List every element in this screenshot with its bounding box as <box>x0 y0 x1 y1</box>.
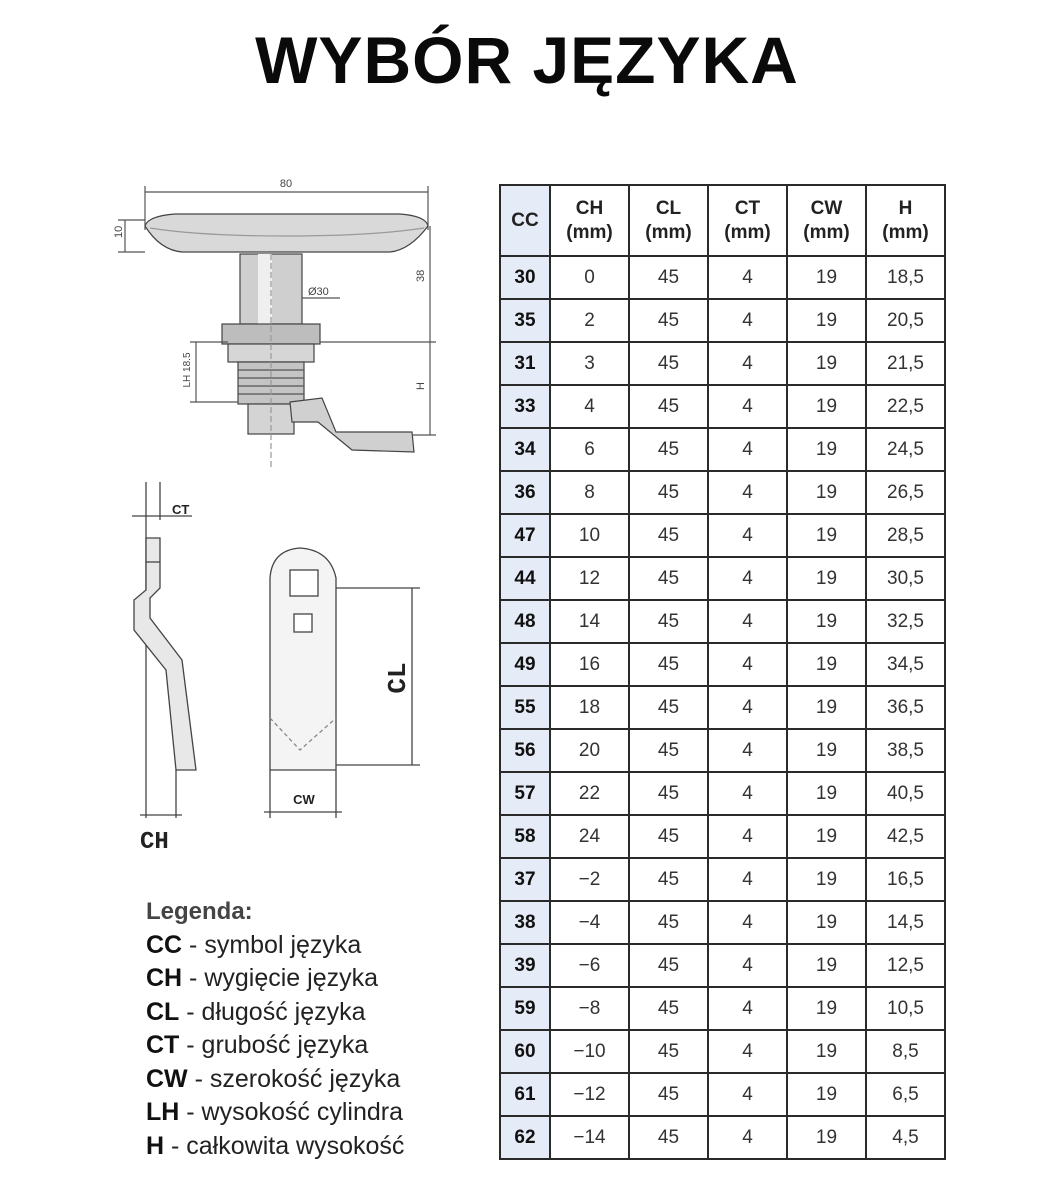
table-cell: −2 <box>550 858 629 901</box>
table-cell: 10,5 <box>866 987 945 1030</box>
table-cell: 4 <box>708 385 787 428</box>
table-cell: 30 <box>500 256 550 299</box>
table-cell: 58 <box>500 815 550 858</box>
table-cell: 36,5 <box>866 686 945 729</box>
dim-cl-label: CL <box>383 662 413 694</box>
table-cell: 18 <box>550 686 629 729</box>
table-cell: 19 <box>787 1030 866 1073</box>
dim-cw-label: CW <box>293 792 315 807</box>
table-cell: 28,5 <box>866 514 945 557</box>
table-cell: 45 <box>629 643 708 686</box>
table-cell: 38 <box>500 901 550 944</box>
table-row <box>500 299 945 342</box>
legend-item: CW - szerokość języka <box>146 1064 401 1093</box>
table-cell: 48 <box>500 600 550 643</box>
table-row <box>500 815 945 858</box>
table-body <box>500 256 945 1159</box>
table-cell: 4 <box>708 643 787 686</box>
table-row <box>500 686 945 729</box>
table-cell: 20 <box>550 729 629 772</box>
table-cell: −4 <box>550 901 629 944</box>
table-row <box>500 1116 945 1159</box>
table-cell: 59 <box>500 987 550 1030</box>
table-cell: 19 <box>787 385 866 428</box>
table-cell: 31 <box>500 342 550 385</box>
table-cell: 6,5 <box>866 1073 945 1116</box>
dim-diameter-label: Ø30 <box>308 286 329 298</box>
table-cell: 62 <box>500 1116 550 1159</box>
table-cell: 14 <box>550 600 629 643</box>
table-cell: 2 <box>550 299 629 342</box>
table-cell: 45 <box>629 471 708 514</box>
dim-height-label: 38 <box>415 269 427 282</box>
table-cell: 47 <box>500 514 550 557</box>
legend-item: LH - wysokość cylindra <box>146 1098 403 1126</box>
table-cell: 40,5 <box>866 772 945 815</box>
header-h: H (mm) <box>866 185 945 256</box>
table-cell: 34,5 <box>866 643 945 686</box>
table-row <box>500 514 945 557</box>
table-cell: 4 <box>708 428 787 471</box>
table-row <box>500 1030 945 1073</box>
table-cell: 19 <box>787 729 866 772</box>
table-row <box>500 901 945 944</box>
table-cell: 45 <box>629 815 708 858</box>
table-cell: 12,5 <box>866 944 945 987</box>
table-cell: 19 <box>787 600 866 643</box>
table-cell: 4 <box>550 385 629 428</box>
legend-heading: Legenda: <box>146 898 253 925</box>
table-cell: 19 <box>787 1073 866 1116</box>
table-cell: 45 <box>629 557 708 600</box>
header-cl: CL (mm) <box>629 185 708 256</box>
table-cell: 4 <box>708 471 787 514</box>
table-cell: 4 <box>708 299 787 342</box>
lock-drawing <box>113 178 436 470</box>
table-cell: 45 <box>629 342 708 385</box>
table-cell: 4 <box>708 815 787 858</box>
table-cell: 45 <box>629 987 708 1030</box>
table-cell: 4 <box>708 256 787 299</box>
table-header-row <box>500 185 945 256</box>
header-cw: CW (mm) <box>787 185 866 256</box>
table-row <box>500 256 945 299</box>
table-row <box>500 342 945 385</box>
legend-item: CT - grubość języka <box>146 1031 369 1059</box>
table-cell: 4 <box>708 514 787 557</box>
table-cell: 45 <box>629 1030 708 1073</box>
table-cell: 33 <box>500 385 550 428</box>
table-cell: 19 <box>787 944 866 987</box>
table-cell: 19 <box>787 471 866 514</box>
table-cell: 22,5 <box>866 385 945 428</box>
table-cell: 19 <box>787 557 866 600</box>
table-cell: 61 <box>500 1073 550 1116</box>
table-cell: 4 <box>708 729 787 772</box>
table-cell: 37 <box>500 858 550 901</box>
table-cell: 20,5 <box>866 299 945 342</box>
table-cell: 12 <box>550 557 629 600</box>
cam-spec-table <box>499 184 946 1160</box>
table-cell: 26,5 <box>866 471 945 514</box>
table-cell: 19 <box>787 514 866 557</box>
table-cell: 49 <box>500 643 550 686</box>
table-cell: 45 <box>629 385 708 428</box>
table-cell: 4 <box>708 686 787 729</box>
table-cell: 34 <box>500 428 550 471</box>
table-cell: 19 <box>787 299 866 342</box>
table-cell: 45 <box>629 901 708 944</box>
table-cell: 14,5 <box>866 901 945 944</box>
table-cell: 6 <box>550 428 629 471</box>
legend <box>146 895 404 1163</box>
table-cell: 24,5 <box>866 428 945 471</box>
table-cell: 30,5 <box>866 557 945 600</box>
table-cell: 45 <box>629 772 708 815</box>
table-cell: 42,5 <box>866 815 945 858</box>
table-cell: 4 <box>708 772 787 815</box>
table-cell: 45 <box>629 600 708 643</box>
table-cell: 45 <box>629 944 708 987</box>
table-cell: 45 <box>629 299 708 342</box>
table-row <box>500 643 945 686</box>
table-row <box>500 772 945 815</box>
table-cell: 19 <box>787 342 866 385</box>
table-cell: 24 <box>550 815 629 858</box>
table-row <box>500 1073 945 1116</box>
dim-cap-label: 10 <box>113 225 125 238</box>
header-ch: CH (mm) <box>550 185 629 256</box>
page-title: WYBÓR JĘZYKA <box>255 23 799 97</box>
table-cell: 45 <box>629 858 708 901</box>
table-cell: 0 <box>550 256 629 299</box>
table-cell: 4 <box>708 858 787 901</box>
table-cell: 56 <box>500 729 550 772</box>
table-cell: 19 <box>787 987 866 1030</box>
dim-width-label: 80 <box>279 178 293 190</box>
dim-h-label: H <box>415 382 427 390</box>
table-cell: −6 <box>550 944 629 987</box>
table-row <box>500 944 945 987</box>
legend-item: H - całkowita wysokość <box>146 1131 405 1160</box>
table-cell: 44 <box>500 557 550 600</box>
table-cell: 55 <box>500 686 550 729</box>
legend-item: CC - symbol języka <box>146 930 362 959</box>
table-cell: 19 <box>787 428 866 471</box>
table-cell: 18,5 <box>866 256 945 299</box>
cam-front-view <box>264 548 420 818</box>
table-cell: 45 <box>629 514 708 557</box>
table-cell: 38,5 <box>866 729 945 772</box>
table-cell: 39 <box>500 944 550 987</box>
table-cell: 19 <box>787 686 866 729</box>
table-cell: 57 <box>500 772 550 815</box>
table-cell: 4 <box>708 600 787 643</box>
table-cell: 4 <box>708 901 787 944</box>
legend-item: CH - wygięcie języka <box>146 964 379 992</box>
table-row <box>500 385 945 428</box>
table-row <box>500 557 945 600</box>
table-cell: 60 <box>500 1030 550 1073</box>
table-cell: 4 <box>708 1030 787 1073</box>
table-cell: 19 <box>787 901 866 944</box>
table-cell: −12 <box>550 1073 629 1116</box>
table-cell: 4 <box>708 944 787 987</box>
table-cell: −14 <box>550 1116 629 1159</box>
table-cell: 8,5 <box>866 1030 945 1073</box>
table-cell: −8 <box>550 987 629 1030</box>
table-cell: 45 <box>629 686 708 729</box>
table-row <box>500 471 945 514</box>
table-cell: 32,5 <box>866 600 945 643</box>
cam-side-profile <box>132 482 196 856</box>
table-cell: 16,5 <box>866 858 945 901</box>
table-row <box>500 600 945 643</box>
dim-ch-label: CH <box>140 829 169 856</box>
table-cell: 21,5 <box>866 342 945 385</box>
table-row <box>500 858 945 901</box>
table-cell: 45 <box>629 1116 708 1159</box>
table-cell: 45 <box>629 1073 708 1116</box>
table-cell: 4,5 <box>866 1116 945 1159</box>
table-cell: 4 <box>708 987 787 1030</box>
table-cell: 19 <box>787 1116 866 1159</box>
dim-ct-label: CT <box>172 502 190 517</box>
table-cell: −10 <box>550 1030 629 1073</box>
table-cell: 4 <box>708 1073 787 1116</box>
technical-drawing <box>0 170 470 870</box>
table-cell: 35 <box>500 299 550 342</box>
table-cell: 19 <box>787 815 866 858</box>
table-cell: 4 <box>708 557 787 600</box>
table-cell: 19 <box>787 772 866 815</box>
table-cell: 4 <box>708 342 787 385</box>
table-cell: 45 <box>629 729 708 772</box>
table-cell: 19 <box>787 643 866 686</box>
legend-item: CL - długość języka <box>146 997 366 1026</box>
header-cc: CC <box>500 185 550 256</box>
table-cell: 45 <box>629 256 708 299</box>
table-cell: 36 <box>500 471 550 514</box>
table-cell: 3 <box>550 342 629 385</box>
table-cell: 19 <box>787 256 866 299</box>
table-cell: 22 <box>550 772 629 815</box>
table-row <box>500 987 945 1030</box>
table-cell: 45 <box>629 428 708 471</box>
table-cell: 10 <box>550 514 629 557</box>
table-cell: 8 <box>550 471 629 514</box>
table-cell: 4 <box>708 1116 787 1159</box>
header-ct: CT (mm) <box>708 185 787 256</box>
table-row <box>500 729 945 772</box>
table-cell: 16 <box>550 643 629 686</box>
dim-lh-label: LH 18.5 <box>182 352 193 388</box>
table-row <box>500 428 945 471</box>
table-cell: 19 <box>787 858 866 901</box>
